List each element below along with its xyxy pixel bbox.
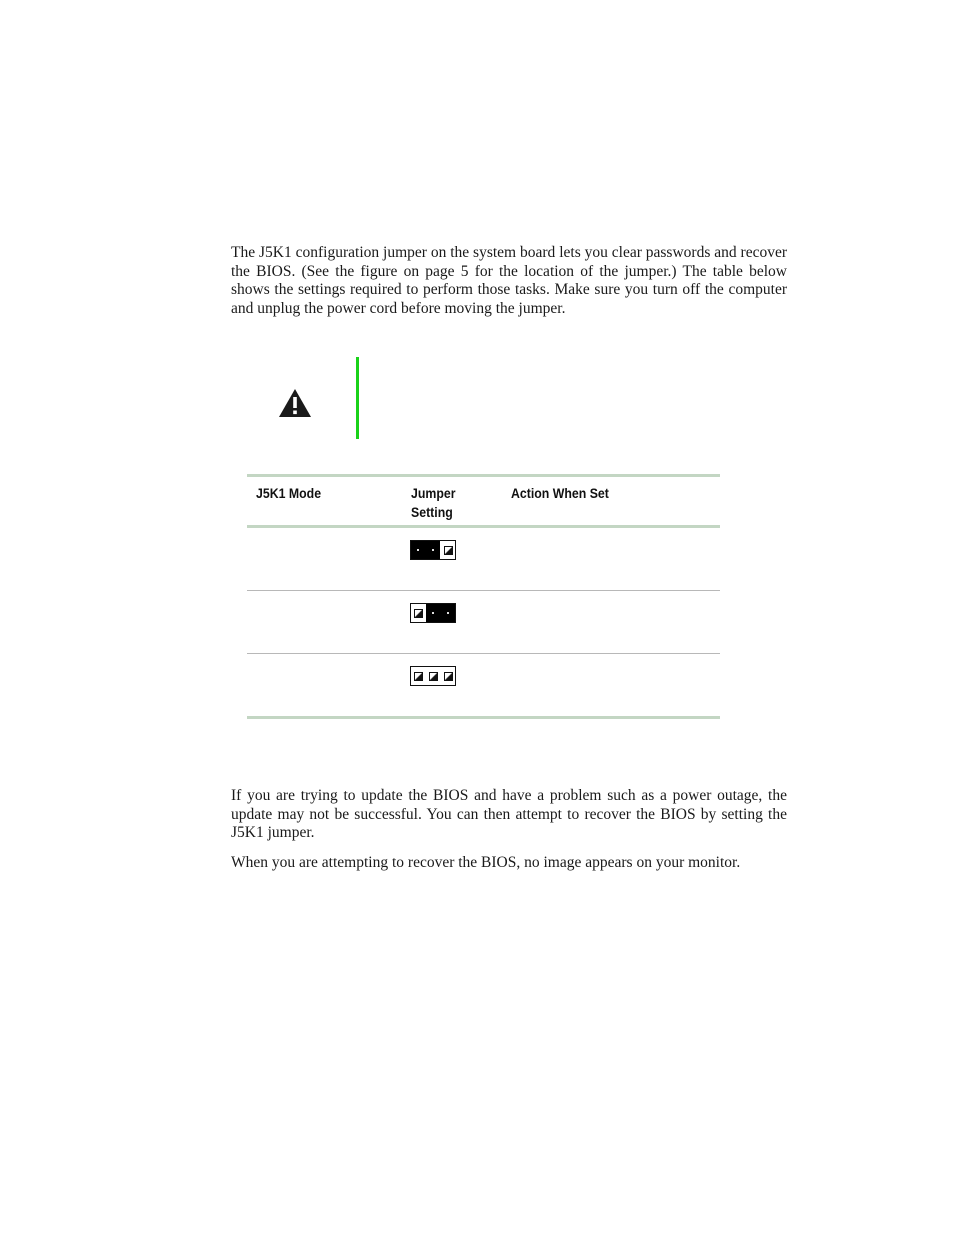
pin-open-mark bbox=[414, 609, 423, 618]
pin-open-mark bbox=[429, 672, 438, 681]
header-jumper-setting: Jumper Setting bbox=[411, 485, 456, 520]
warning-triangle-icon bbox=[278, 388, 312, 418]
jumper-diagram bbox=[410, 603, 456, 623]
pin-covered-mark bbox=[432, 612, 434, 614]
header-action: Action When Set bbox=[511, 485, 609, 501]
recover-paragraph-1: If you are trying to update the BIOS and have a problem such as a power outage, the update may not be successful. You can then attempt to recover the BIOS by setting the J5K1 jumper. bbox=[231, 787, 787, 841]
pin-open-mark bbox=[414, 672, 423, 681]
jumper-pin-1 bbox=[411, 541, 426, 559]
table-row bbox=[247, 591, 720, 653]
jumper-pin-3 bbox=[440, 541, 455, 559]
pin-open-mark bbox=[444, 546, 453, 555]
pin-covered-mark bbox=[447, 612, 449, 614]
caution-bar bbox=[356, 357, 359, 439]
header-mode: J5K1 Mode bbox=[256, 485, 322, 501]
table-row bbox=[247, 654, 720, 716]
jumper-pin-3 bbox=[440, 604, 455, 622]
jumper-diagram bbox=[410, 666, 456, 686]
pin-open-mark bbox=[444, 672, 453, 681]
pin-covered-mark bbox=[432, 549, 434, 551]
jumper-settings-table bbox=[247, 474, 720, 719]
jumper-pin-2 bbox=[426, 541, 441, 559]
jumper-pin-2 bbox=[426, 604, 441, 622]
intro-paragraph: The J5K1 configuration jumper on the system board lets you clear passwords and recover the BIOS. (See the figure on page 5 for the location of the jumper.) The table below shows the settings required to perform those tasks. Make sure you turn off the computer and unplug the power cord before moving the jumper. bbox=[231, 244, 787, 317]
jumper-diagram bbox=[410, 540, 456, 560]
jumper-pin-2 bbox=[426, 667, 441, 685]
pin-covered-mark bbox=[417, 549, 419, 551]
jumper-pin-1 bbox=[411, 604, 426, 622]
table-header-row bbox=[247, 477, 720, 525]
recover-paragraph-2: When you are attempting to recover the BIOS, no image appears on your monitor. bbox=[231, 854, 741, 871]
jumper-pin-1 bbox=[411, 667, 426, 685]
table-bottom-rule bbox=[247, 716, 720, 719]
table-row bbox=[247, 528, 720, 590]
jumper-pin-3 bbox=[440, 667, 455, 685]
